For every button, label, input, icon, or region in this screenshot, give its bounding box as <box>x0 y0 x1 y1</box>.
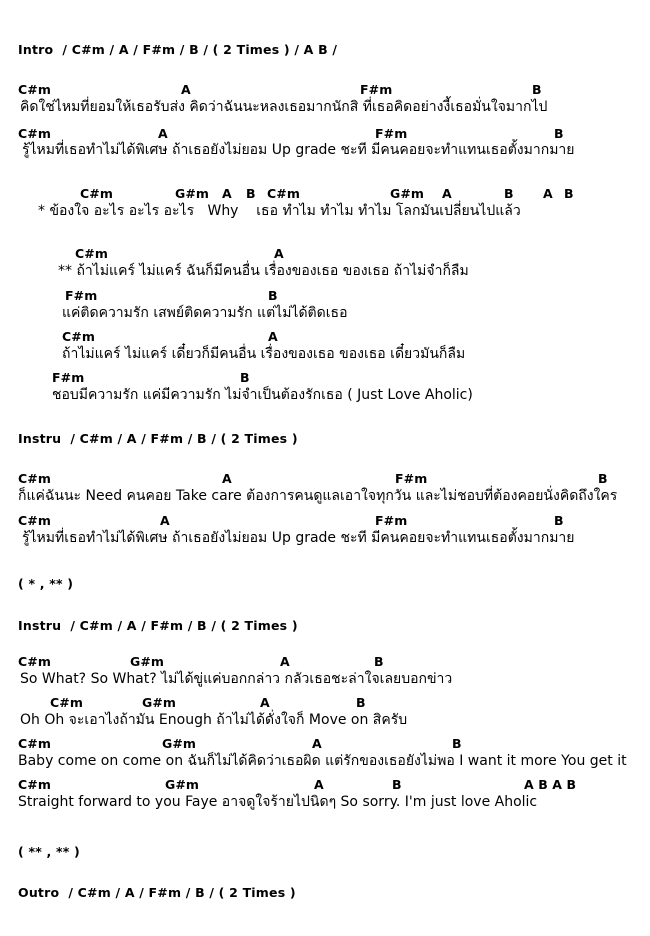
chord-label: A <box>222 186 232 201</box>
chord-label: B <box>532 82 542 97</box>
chord-label: C#m <box>18 777 51 792</box>
chord-label: G#m <box>162 736 197 751</box>
chord-label: C#m <box>18 513 51 528</box>
chord-label: G#m <box>390 186 425 201</box>
chord-row <box>0 736 650 751</box>
chord-label: A <box>160 513 170 528</box>
chord-label: C#m <box>50 695 83 710</box>
chord-row <box>0 186 650 201</box>
chord-label: B <box>554 513 564 528</box>
chord-label: C#m <box>18 82 51 97</box>
chord-label: C#m <box>18 471 51 486</box>
lyric-line: Straight forward to you Faye อาจดูใจร้ายไปนิดๆ So sorry. I'm just love Aholic <box>18 794 538 810</box>
lyric-line: ก็แค่ฉันนะ Need คนคอย Take care ต้องการคนดูแลเอาใจทุกวัน และไม่ชอบที่ต้องคอยนั่งคิดถึงใคร <box>18 488 618 504</box>
chord-label: B <box>564 186 574 201</box>
chord-label: F#m <box>395 471 428 486</box>
chord-label: B <box>452 736 462 751</box>
section-label-repeat1: ( * , ** ) <box>18 576 74 591</box>
chord-label: G#m <box>142 695 177 710</box>
lyric-line: รู้ไหมที่เธอทำไม่ได้พิเศษ ถ้าเธอยังไม่ยอม Up grade ชะที มีคนคอยจะทำแทนเธอตั้งมากมาย <box>22 142 575 158</box>
chord-label: A <box>158 126 168 141</box>
chord-label: C#m <box>18 654 51 669</box>
chord-row <box>0 370 650 385</box>
section-label-instru2: Instru / C#m / A / F#m / B / ( 2 Times ) <box>18 618 298 633</box>
lyric-line: Baby come on come on ฉันก็ไม่ได้คิดว่าเธอผิด แต่รักของเธอยังไม่พอ I want it more You get it <box>18 753 627 769</box>
chord-label: B <box>356 695 366 710</box>
lyric-line: Oh Oh จะเอาไงถ้ามัน Enough ถ้าไม่ได้ดั่งใจก็ Move on สิครับ <box>20 712 408 728</box>
section-label-outro: Outro / C#m / A / F#m / B / ( 2 Times ) <box>18 885 296 900</box>
chord-row <box>0 329 650 344</box>
chord-label: G#m <box>165 777 200 792</box>
section-label-intro: Intro / C#m / A / F#m / B / ( 2 Times ) / A B / <box>18 42 338 57</box>
chord-row <box>0 695 650 710</box>
chord-label: B <box>246 186 256 201</box>
chord-label: G#m <box>130 654 165 669</box>
chord-label: A <box>181 82 191 97</box>
lyric-line: * ข้องใจ อะไร อะไร อะไร Why เธอ ทำไม ทำไม ทำไม โลกมันเปลี่ยนไปแล้ว <box>38 203 521 219</box>
chord-label: G#m <box>175 186 210 201</box>
lyric-line: รู้ไหมที่เธอทำไม่ได้พิเศษ ถ้าเธอยังไม่ยอม Up grade ชะที มีคนคอยจะทำแทนเธอตั้งมากมาย <box>22 530 575 546</box>
chord-label: A <box>442 186 452 201</box>
chord-row <box>0 471 650 486</box>
lyric-line: คิดใช่ไหมที่ยอมให้เธอรับส่ง คิดว่าฉันนะหลงเธอมากนักสิ ที่เธอคิดอย่างงี้เธอมั่นใจมากไป <box>20 99 548 115</box>
section-label-repeat2: ( ** , ** ) <box>18 844 80 859</box>
chord-label: C#m <box>18 126 51 141</box>
chord-label: F#m <box>375 126 408 141</box>
lyric-line: ชอบมีความรัก แค่มีความรัก ไม่จำเป็นต้องรักเธอ ( Just Love Aholic) <box>52 387 473 403</box>
lyric-line: ถ้าไม่แคร์ ไม่แคร์ เดี๋ยวก็มีคนอื่น เรื่องของเธอ ของเธอ เดี๋ยวมันก็ลืม <box>62 346 466 362</box>
chord-label: B <box>374 654 384 669</box>
chord-label: A <box>268 329 278 344</box>
chord-label: C#m <box>267 186 300 201</box>
chord-label: B <box>240 370 250 385</box>
chord-label: C#m <box>18 736 51 751</box>
chord-row <box>0 126 650 141</box>
chord-row <box>0 288 650 303</box>
lyric-line: แค่ติดความรัก เสพย์ติดความรัก แต่ไม่ได้ติดเธอ <box>62 305 348 321</box>
chord-label: C#m <box>75 246 108 261</box>
chord-label: A <box>543 186 553 201</box>
chord-label: B <box>554 126 564 141</box>
chord-label: F#m <box>65 288 98 303</box>
chord-label: A <box>314 777 324 792</box>
section-label-instru1: Instru / C#m / A / F#m / B / ( 2 Times ) <box>18 431 298 446</box>
lyric-line: So What? So What? ไม่ได้ขู่แค่บอกกล่าว กลัวเธอชะล่าใจเลยบอกข่าว <box>20 671 453 687</box>
chord-label: B <box>598 471 608 486</box>
chord-label: A <box>280 654 290 669</box>
chord-row <box>0 777 650 792</box>
chord-label: A B A B <box>524 777 577 792</box>
chord-row <box>0 82 650 97</box>
chord-row <box>0 654 650 669</box>
chord-label: B <box>504 186 514 201</box>
chord-label: F#m <box>52 370 85 385</box>
chord-label: B <box>392 777 402 792</box>
chord-label: A <box>222 471 232 486</box>
chord-label: F#m <box>375 513 408 528</box>
chord-label: F#m <box>360 82 393 97</box>
chord-label: C#m <box>62 329 95 344</box>
chord-label: A <box>260 695 270 710</box>
chord-label: B <box>268 288 278 303</box>
chord-row <box>0 513 650 528</box>
chord-label: A <box>312 736 322 751</box>
chord-label: A <box>274 246 284 261</box>
chord-label: C#m <box>80 186 113 201</box>
chord-row <box>0 246 650 261</box>
lyric-line: ** ถ้าไม่แคร์ ไม่แคร์ ฉันก็มีคนอื่น เรื่องของเธอ ของเธอ ถ้าไม่จำก็ลืม <box>58 263 469 279</box>
